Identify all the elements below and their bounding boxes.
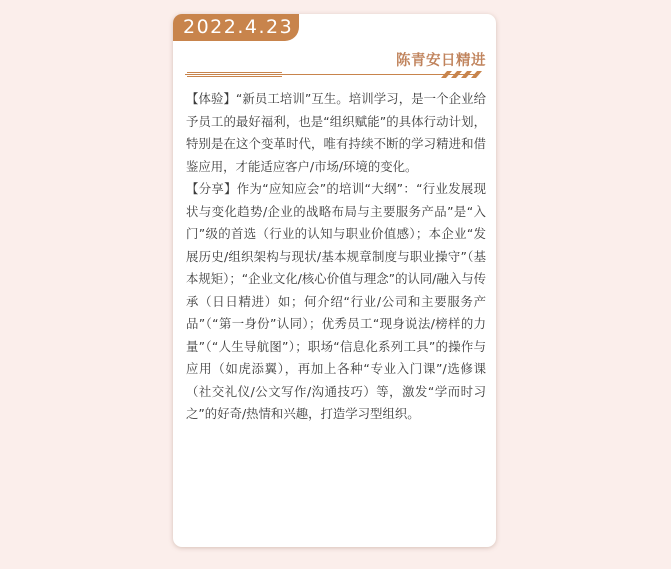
paragraph-experience: 【体验】“新员工培训”互生。培训学习，是一个企业给予员工的最好福利，也是“组织赋能”的具体行动计划，特别是在这个变革时代，唯有持续不断的学习精进和借鉴应用，才能适应客户/市场/环境的变化。 <box>186 91 486 174</box>
divider-line <box>185 74 475 75</box>
divider-accent-bottom <box>187 76 282 77</box>
author-title: 陈青安日精进 <box>396 53 486 69</box>
article-body <box>186 88 486 426</box>
date-badge: 2022.4.23 <box>173 14 299 41</box>
divider-accent-top <box>187 72 282 73</box>
post-card <box>173 14 496 547</box>
paragraph-share: 【分享】作为“应知应会”的培训“大纲”：“行业发展现状与变化趋势/企业的战略布局与主要服务产品”是“入门”级的首选（行业的认知与职业价值感）；本企业“发展历史/组织架构与现状/基本规章制度与职业操守”（基本规矩）；“企业文化/核心价值与理念”的认同/融入与传承（日日精进）如；何介绍“行业/公司和主要服务产品”（“第一身份”认同）；优秀员工“现身说法/榜样的力量”（“人生导航图”）；职场“信息化系列工具”的操作与应用（如虎添翼），再加上各种“专业入门课”/选修课（社交礼仪/公文写作/沟通技巧）等，激发“学而时习之”的好奇/热情和兴趣，打造学习型组织。 <box>186 181 486 421</box>
divider-stripes-icon <box>437 71 487 78</box>
